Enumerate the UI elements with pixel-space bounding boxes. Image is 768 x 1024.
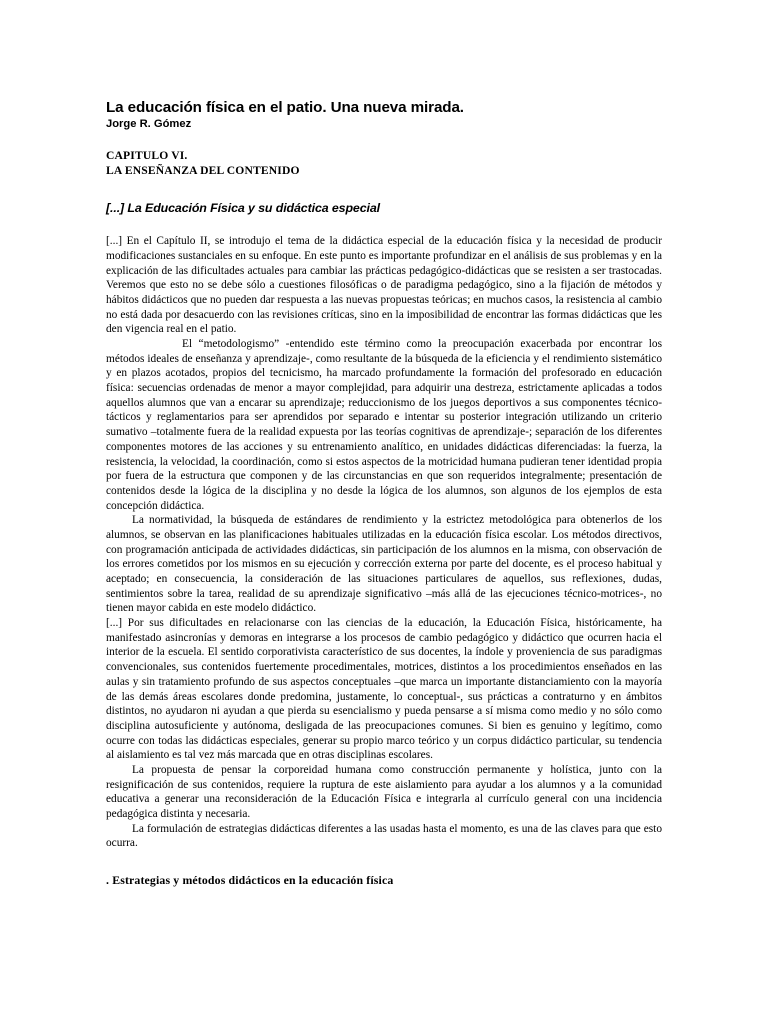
paragraph: [...] En el Capítulo II, se introdujo el tema de la didáctica especial de la educación física y la necesidad de producir modificaciones sustanciales en su enfoque. En este punto es importante profundizar en el análisis de sus problemas y en la explicación de las dificultades actuales para cambiar las prácticas pedagógico-didácticas que se resisten a ser trastocadas. Veremos que esto no se debe sólo a cuestiones filosóficas o de paradigma pedagógico, sino a la fijación de métodos y hábitos didácticos que no pueden dar respuesta a las nuevas propuestas teóricas; en muchos casos, la resistencia al cambio no está dada por desacuerdo con las revisiones críticas, sino en la imposibilidad de encontrar las formas didácticas que les den vigencia real en el patio.: [106, 235, 662, 336]
section-heading: [...] La Educación Física y su didáctica especial: [106, 201, 380, 216]
chapter-title: LA ENSEÑANZA DEL CONTENIDO: [106, 163, 300, 177]
paragraph: La propuesta de pensar la corporeidad humana como construcción permanente y holística, junto con la resignificación de sus contenidos, requiere la ruptura de este aislamiento para ayudar a los alumnos y a la comunidad educativa a generar una reconsideración de la Educación Física e integrarla al currículo general con una incidencia pedagógica distinta y necesaria.: [106, 763, 662, 820]
paragraph: El “metodologismo” -entendido este término como la preocupación exacerbada por encontrar los métodos ideales de enseñanza y aprendizaje-, como resultante de la búsqueda de la eficiencia y el rendimiento sistemático y en plazos acotados, propios del tecnicismo, ha marcado profundamente la formación del profesorado en educación física: secuencias ordenadas de menor a mayor complejidad, para adquirir una destreza, estrictamente aplicadas a todos aquellos alumnos que van a encarar su aprendizaje; reduccionismo de los juegos deportivos a sus componentes técnico-tácticos y reglamentarios para ser aprendidos por separado e intentar su posterior integración utilizando un criterio sumativo –totalmente fuera de la realidad expuesta por las teorías cognitivas de aprendizaje-; separación de los diferentes componentes motores de las acciones y su entrenamiento analítico, en unidades didácticas diferenciadas: la fuerza, la resistencia, la velocidad, la coordinación, como si estos aspectos de la motricidad humana pudieran tener identidad propia por fuera de la estructura que componen y de las circunstancias en que son requeridos integralmente; presentación de contenidos desde la lógica de la disciplina y no desde la lógica de los alumnos, son algunos de los ejemplos de esta concepción didáctica.: [106, 338, 662, 512]
body-text: [106, 234, 662, 851]
page-title: La educación física en el patio. Una nueva mirada.: [106, 99, 464, 116]
paragraph: La formulación de estrategias didácticas diferentes a las usadas hasta el momento, es una de las claves para que esto ocurra.: [106, 822, 662, 850]
sub-heading-strategies: . Estrategias y métodos didácticos en la educación física: [106, 873, 394, 888]
author-name: Jorge R. Gómez: [106, 118, 192, 130]
chapter-block: [106, 149, 662, 178]
paragraph: [...] Por sus dificultades en relacionarse con las ciencias de la educación, la Educación Física, históricamente, ha manifestado asincronías y demoras en integrarse a los procesos de cambio pedagógico y didáctico que ocurren hacia el interior de la escuela. El sentido corporativista característico de sus docentes, la índole y proveniencia de sus paradigmas convencionales, sus contenidos fuertemente procedimentales, motrices, distintos a los procedimientos enseñados en las aulas y sin tratamiento profundo de sus aspectos conceptuales –que marca un importante distanciamiento con la mayoría de las demás áreas escolares donde predomina, justamente, lo conceptual-, sus prácticas a contraturno y en ámbitos distintos, no ayudaron ni ayudan a que pierda su esencialismo y pueda pensarse a sí misma como medio y no sólo como disciplina autosuficiente y autónoma, desligada de las preocupaciones comunes. Si bien es genuino y legítimo, como ocurre con todas las didácticas especiales, generar su propio marco teórico y un corpus didáctico particular, su tendencia al aislamiento es tal vez más marcada que en otras disciplinas escolares.: [106, 617, 662, 762]
page-content-column: [106, 98, 662, 888]
chapter-number: CAPITULO VI.: [106, 149, 188, 162]
paragraph: La normatividad, la búsqueda de estándares de rendimiento y la estrictez metodológica para obtenerlos de los alumnos, se observan en las planificaciones habituales utilizadas en la educación física escolar. Los métodos directivos, con programación anticipada de actividades didácticas, sin participación de los alumnos en la misma, con observación de los errores cometidos por los mismos en su ejecución y corrección externa por parte del docente, es el proceso habitual y aceptado; en consecuencia, la consideración de las situaciones particulares de aquellos, sus reflexiones, dudas, sentimientos sobre la tarea, realidad de su aprendizaje significativo –más allá de las ejecuciones técnico-motrices-, no tienen mayor cabida en este modelo didáctico.: [106, 514, 662, 615]
